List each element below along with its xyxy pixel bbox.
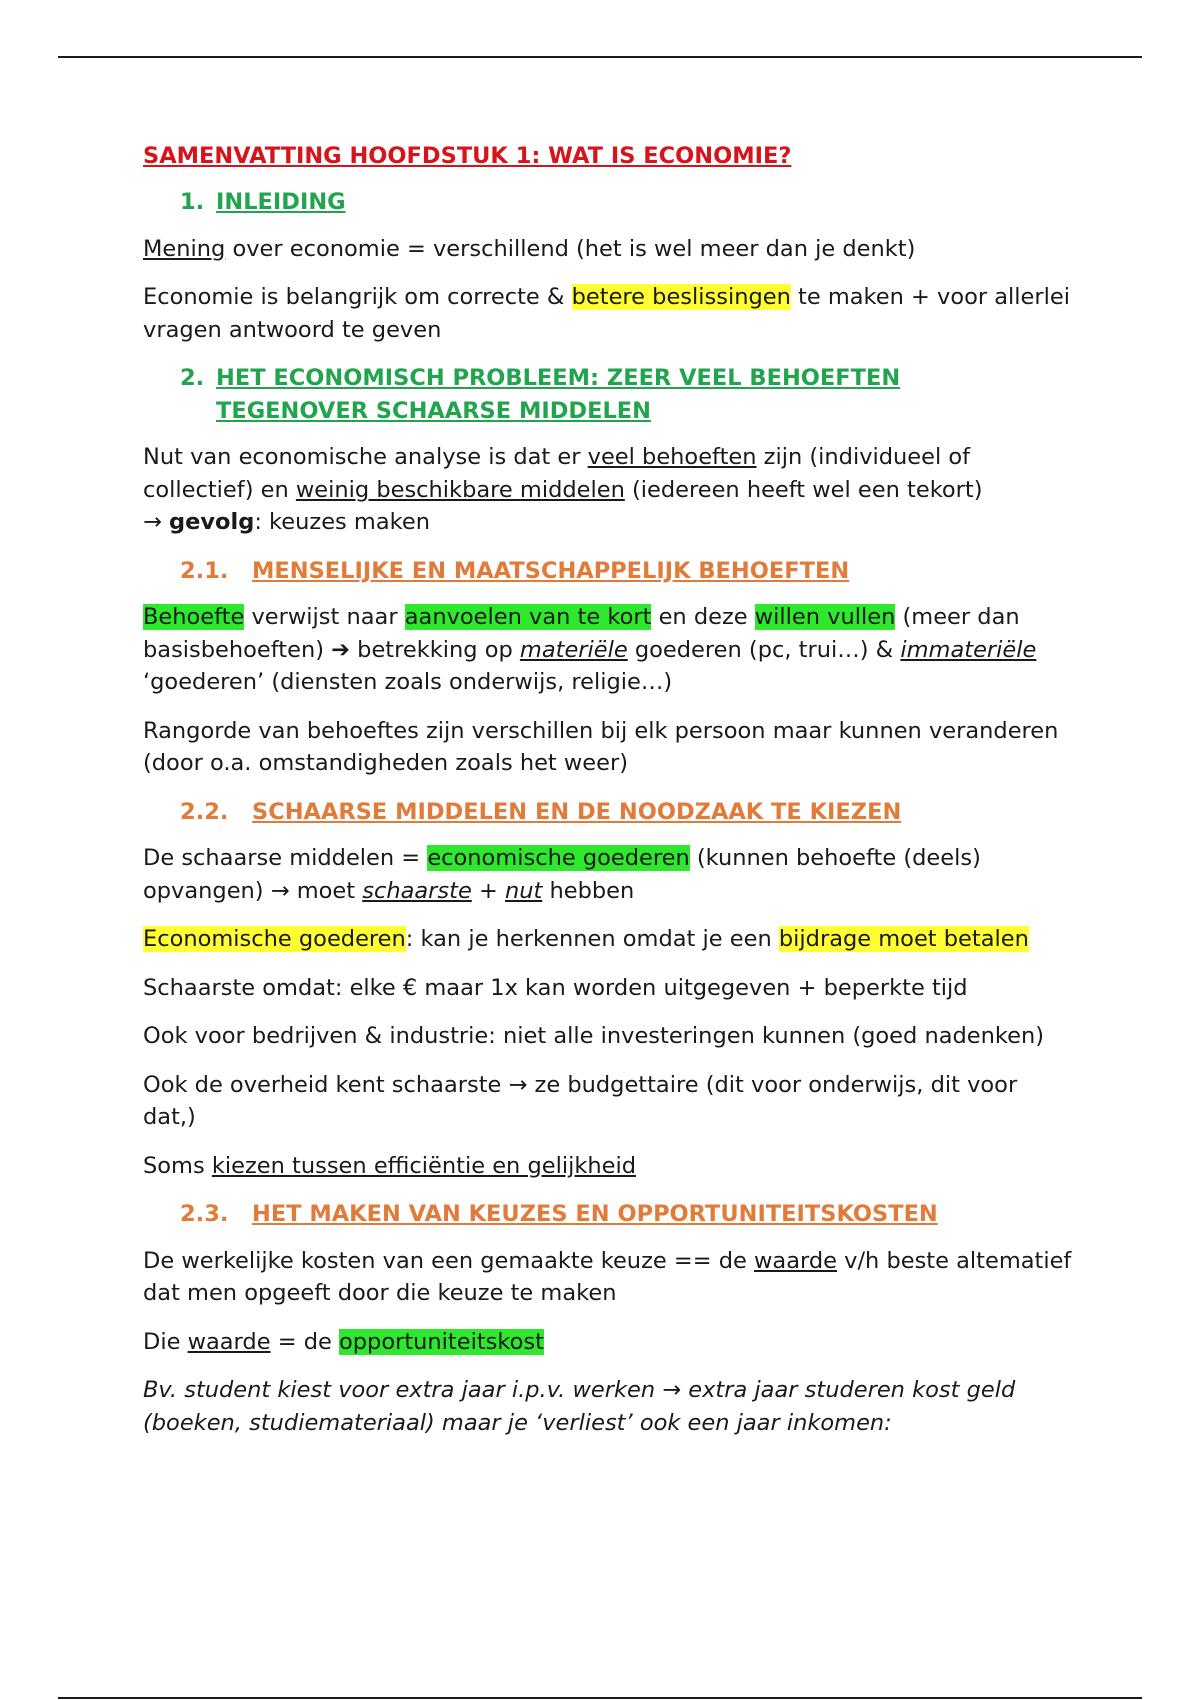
heading-economisch-probleem bbox=[143, 362, 1073, 427]
heading-number: 2. bbox=[180, 365, 205, 391]
heading-text: MENSELIJKE EN MAATSCHAPPELIJK BEHOEFTEN bbox=[252, 557, 850, 584]
underlined-term: Mening bbox=[143, 235, 226, 262]
text: (meer dan basisbehoeften) bbox=[143, 604, 1020, 663]
heading-text: HET ECONOMISCH PROBLEEM: ZEER VEEL BEHOEFTEN TEGENOVER SCHAARSE MIDDELEN bbox=[216, 365, 901, 424]
highlight-yellow: Economische goederen bbox=[143, 926, 406, 952]
paragraph-bedrijven: Ook voor bedrijven & industrie: niet alle investeringen kunnen (goed nadenken) bbox=[143, 1023, 1044, 1049]
text: v/h beste altematief dat men opgeeft door die keuze te maken bbox=[143, 1247, 1072, 1306]
underlined-term: veel behoeften bbox=[587, 444, 757, 470]
highlight-green: Behoefte bbox=[143, 604, 245, 630]
bold-term: gevolg bbox=[169, 509, 255, 535]
heading-number: 1. bbox=[180, 189, 205, 215]
heading-text: INLEIDING bbox=[216, 189, 346, 215]
text: verwijst naar bbox=[244, 604, 405, 630]
arrow-icon: ➔ bbox=[331, 636, 351, 663]
paragraph-schaarste-omdat: Schaarste omdat: elke € maar 1x kan worden uitgegeven + beperkte tijd bbox=[143, 974, 968, 1001]
paragraph-soms bbox=[143, 1150, 1073, 1183]
text: Economie is belangrijk om correcte & bbox=[143, 284, 572, 310]
paragraph-rangorde: Rangorde van behoeftes zijn verschillen bij elk persoon maar kunnen veranderen (door o.a. omstandigheden zoals het weer) bbox=[143, 717, 1059, 776]
text: = de bbox=[270, 1328, 339, 1355]
italic-underlined-term: immateriële bbox=[900, 636, 1037, 663]
heading-text: SCHAARSE MIDDELEN EN DE NOODZAAK TE KIEZEN bbox=[252, 798, 902, 825]
paragraph-waarde bbox=[143, 1326, 1073, 1359]
text: betrekking op bbox=[350, 636, 520, 663]
paragraph-overheid: Ook de overheid kent schaarste → ze budgettaire (dit voor onderwijs, dit voor dat,) bbox=[143, 1071, 1018, 1130]
heading-number: 2.2. bbox=[180, 798, 229, 825]
text: over economie = verschillend (het is wel meer dan je denkt) bbox=[225, 235, 916, 262]
highlight-yellow: betere beslissingen bbox=[571, 284, 791, 310]
italic-underlined-term: schaarste bbox=[362, 877, 472, 904]
text: De schaarse middelen = bbox=[143, 845, 428, 871]
bottom-rule bbox=[58, 1697, 1142, 1699]
highlight-green: economische goederen bbox=[427, 845, 690, 871]
text: Soms bbox=[143, 1152, 212, 1179]
text: + bbox=[471, 877, 505, 904]
italic-underlined-term: materiële bbox=[519, 636, 628, 663]
text: ‘goederen’ (diensten zoals onderwijs, religie…) bbox=[143, 669, 673, 695]
document-title: SAMENVATTING HOOFDSTUK 1: WAT IS ECONOMIE? bbox=[143, 143, 792, 169]
heading-schaarse-middelen bbox=[143, 796, 1073, 829]
text: goederen (pc, trui…) & bbox=[627, 636, 901, 663]
text: (iedereen heeft wel een tekort) bbox=[624, 476, 983, 503]
heading-number: 2.3. bbox=[180, 1201, 229, 1227]
highlight-yellow: bijdrage moet betalen bbox=[778, 926, 1029, 952]
arrow-icon: → bbox=[143, 509, 170, 535]
text: te maken + voor allerlei vragen antwoord te geven bbox=[143, 284, 1070, 343]
text: (kunnen behoefte (deels) opvangen) → moet bbox=[143, 845, 981, 904]
document-page bbox=[143, 140, 1073, 1455]
text: : kan je herkennen omdat je een bbox=[405, 926, 779, 952]
underlined-term: waarde bbox=[187, 1328, 271, 1355]
underlined-term: waarde bbox=[754, 1247, 837, 1274]
highlight-green: aanvoelen van te kort bbox=[404, 604, 652, 630]
paragraph-schaarse bbox=[143, 842, 1073, 907]
heading-text: HET MAKEN VAN KEUZES EN OPPORTUNITEITSKOSTEN bbox=[252, 1201, 938, 1227]
heading-number: 2.1. bbox=[180, 557, 229, 584]
paragraph-mening bbox=[143, 233, 1073, 266]
paragraph-economische-goederen bbox=[143, 923, 1073, 956]
paragraph-werkelijke-kosten bbox=[143, 1245, 1073, 1310]
paragraph-nut bbox=[143, 441, 1073, 539]
text: Nut van economische analyse is dat er bbox=[143, 444, 588, 470]
text: Die bbox=[143, 1328, 188, 1355]
underlined-term: kiezen tussen efficiëntie en gelijkheid bbox=[211, 1152, 637, 1179]
italic-underlined-term: nut bbox=[504, 877, 543, 904]
top-rule bbox=[58, 56, 1142, 58]
text: hebben bbox=[542, 877, 635, 904]
heading-inleiding bbox=[143, 186, 1073, 219]
heading-opportuniteitskosten bbox=[143, 1198, 1073, 1231]
text: : keuzes maken bbox=[254, 509, 430, 535]
paragraph-behoefte bbox=[143, 601, 1073, 699]
paragraph-example: Bv. student kiest voor extra jaar i.p.v. werken → extra jaar studeren kost geld (boeken, studiemateriaal) maar je ‘verliest’ ook een jaar inkomen: bbox=[143, 1377, 1016, 1436]
text: zijn (individueel of collectief) en bbox=[143, 444, 971, 503]
underlined-term: weinig beschikbare middelen bbox=[295, 476, 625, 503]
text: De werkelijke kosten van een gemaakte keuze == de bbox=[143, 1247, 755, 1274]
text: en deze bbox=[651, 604, 755, 630]
paragraph-belangrijk bbox=[143, 281, 1073, 346]
highlight-green: opportuniteitskost bbox=[338, 1328, 544, 1355]
highlight-green: willen vullen bbox=[754, 604, 896, 630]
heading-behoeften bbox=[143, 555, 1073, 588]
